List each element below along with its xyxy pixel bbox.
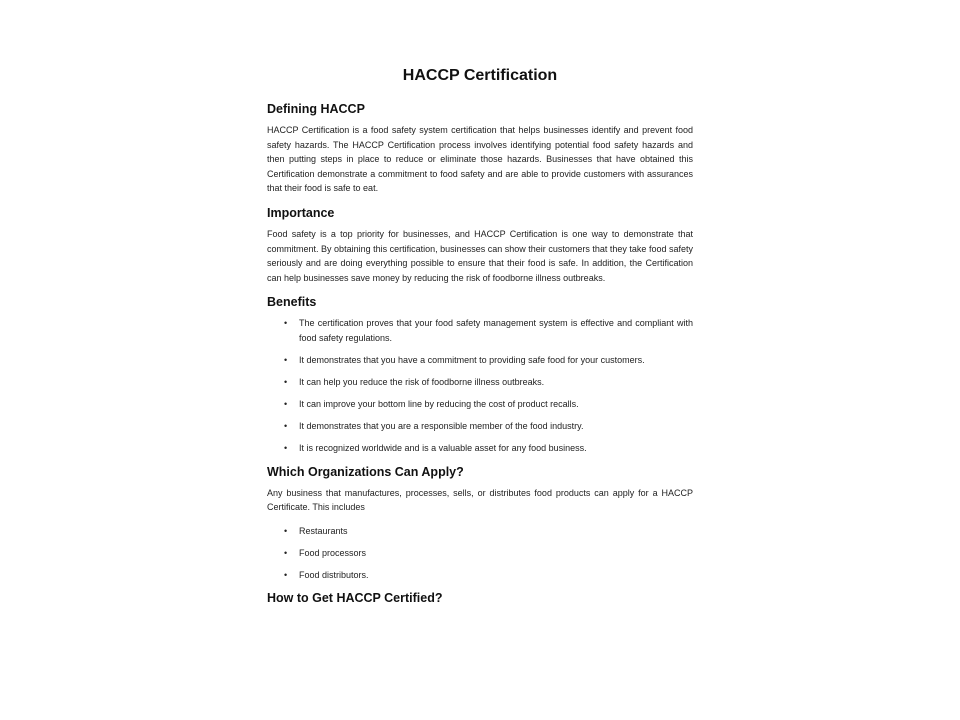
heading-how-to-get-certified: How to Get HACCP Certified?: [267, 590, 443, 605]
list-item-text: The certification proves that your food safety management system is effective and compliant with food safety regulations.: [299, 318, 693, 343]
bullet-icon: •: [284, 525, 288, 536]
list-item-text: Restaurants: [299, 525, 348, 536]
heading-benefits: Benefits: [267, 295, 317, 310]
bullet-icon: •: [284, 421, 288, 432]
list-item: [267, 568, 693, 583]
list-item-text: It demonstrates that you are a responsible member of the food industry.: [299, 421, 584, 432]
paragraph-which-organizations: Any business that manufactures, processes, sells, or distributes food products can apply for a HACCP Certificate. This includes: [267, 487, 693, 513]
list-item: [267, 353, 693, 368]
list-item-text: It can improve your bottom line by reducing the cost of product recalls.: [299, 399, 579, 410]
list-item-text: It can help you reduce the risk of foodborne illness outbreaks.: [299, 377, 545, 388]
paragraph-importance: Food safety is a top priority for businesses, and HACCP Certification is one way to demonstrate that commitment. By obtaining this certification, businesses can show their customers that they take food safety seriously and are doing everything possible to ensure that their food is safe. In addition, the Certification can help businesses save money by reducing the risk of foodborne illness outbreaks.: [267, 228, 693, 283]
list-item: [267, 441, 693, 456]
list-item: [267, 375, 693, 390]
bullet-icon: •: [284, 355, 288, 366]
document-title: HACCP Certification: [402, 67, 558, 84]
list-item: [267, 546, 693, 561]
list-item-text: Food processors: [299, 547, 367, 558]
list-item-text: Food distributors.: [299, 569, 369, 580]
list-item-text: It is recognized worldwide and is a valuable asset for any food business.: [299, 443, 587, 454]
list-item: [267, 419, 693, 434]
heading-importance: Importance: [267, 205, 335, 220]
list-item-text: It demonstrates that you have a commitment to providing safe food for your customers.: [299, 355, 645, 366]
list-item: [267, 397, 693, 412]
paragraph-defining-haccp: HACCP Certification is a food safety system certification that helps businesses identify and prevent food safety hazards. The HACCP Certification process involves identifying potential food safety hazards and then putting steps in place to reduce or eliminate those hazards. Businesses that have obtained this Certification demonstrate a commitment to food safety and are able to provide customers with assurances that their food is safe to eat.: [267, 125, 693, 194]
organizations-list: [267, 524, 693, 583]
heading-defining-haccp: Defining HACCP: [267, 102, 365, 116]
bullet-icon: •: [284, 569, 288, 580]
list-item: [267, 524, 693, 539]
bullet-icon: •: [284, 547, 288, 558]
bullet-icon: •: [284, 318, 288, 329]
benefits-list: [267, 316, 693, 456]
bullet-icon: •: [284, 399, 288, 410]
list-item: [267, 316, 693, 345]
document-page: [267, 64, 693, 612]
bullet-icon: •: [284, 377, 288, 388]
bullet-icon: •: [284, 443, 288, 454]
heading-which-organizations: Which Organizations Can Apply?: [267, 464, 464, 479]
